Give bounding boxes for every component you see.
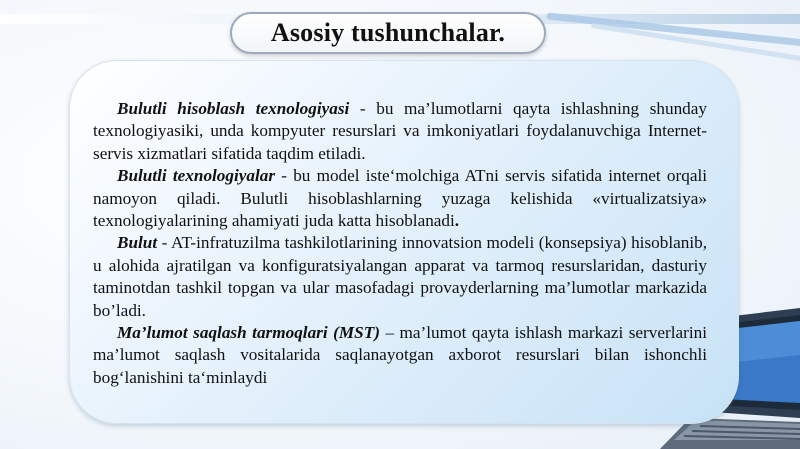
definition-end: .: [454, 211, 460, 231]
definition-paragraph: [93, 322, 707, 389]
definition-text: - bu ma’lumotlarni qayta ishlashning shunday texnologiyasiki, unda kompyuter resurslari va imkoniyatlari foydalanuvchiga Internet-servis xizmatlari sifatida taqdim etiladi.: [93, 99, 707, 163]
definition-term: Ma’lumot saqlash tarmoqlari (MST): [117, 323, 380, 343]
definition-text: - bu model iste‘molchiga ATni servis sifatida internet orqali namoyon qiladi. Bulutli hisoblashlarning yuzaga kelishida «virtualizatsiya» texnologiyalarining ahamiyati juda katta hisoblanadi: [93, 166, 707, 231]
definition-text: - AT-infratuzilma tashkilotlarining innovatsion modeli (konsepsiya) hisoblanib, u alohida ajratilgan va konfiguratsiyalangan apparat va tarmoq resurslaridan, dasturiy taminotdan tashkil topgan va ular masofadagi provayderlarning ma’lumotlar markazida bo’ladi.: [93, 233, 707, 320]
definition-term: Bulutli hisoblash texnologiyasi: [117, 99, 350, 118]
definition-term: Bulutli texnologiyalar: [117, 166, 276, 186]
definition-paragraph: [93, 232, 707, 322]
definition-text: – ma’lumot qayta ishlash markazi serverlarini ma’lumot saqlash vositalarida saqlanayotgan axborot resurslari bilan ishonchli bog‘lanishini ta‘minlaydi: [93, 323, 707, 387]
definition-paragraph: [93, 165, 707, 232]
content-text: [93, 98, 707, 389]
title-pill: [230, 12, 546, 54]
definition-term: Bulut: [117, 233, 158, 253]
slide-title: Asosiy tushunchalar.: [270, 18, 506, 47]
definition-paragraph: [93, 98, 707, 165]
